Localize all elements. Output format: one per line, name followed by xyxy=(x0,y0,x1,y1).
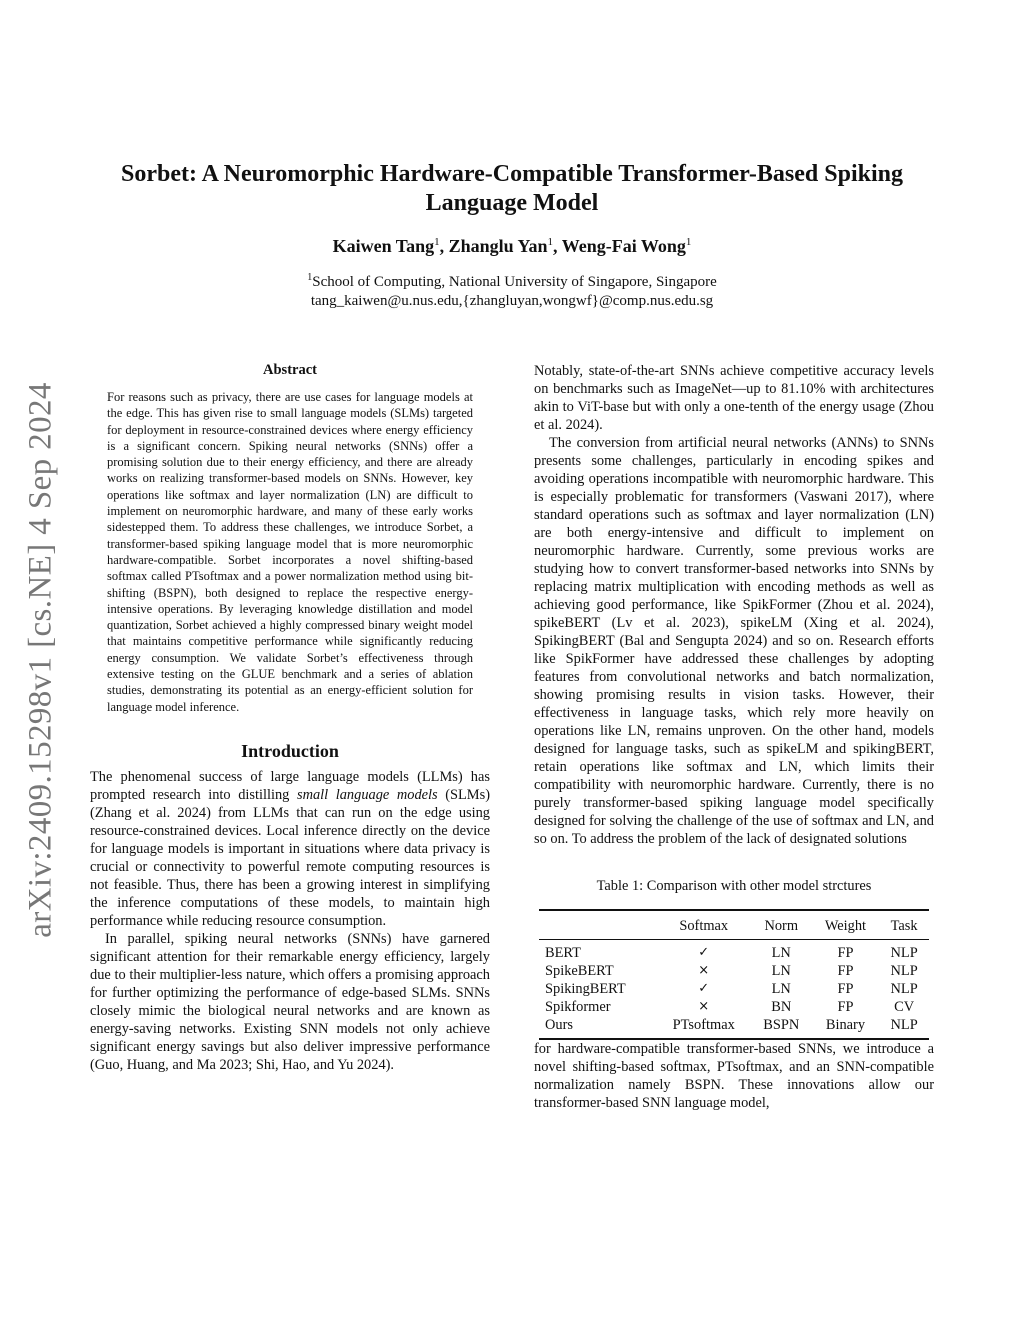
author-list: Kaiwen Tang$^1$, Zhanglu Yan$^1$, Weng-Fai Wong$^1$ xyxy=(332,236,692,256)
introduction-heading: Introduction xyxy=(241,740,339,761)
task-cell: NLP xyxy=(890,981,918,997)
weight-cell: FP xyxy=(837,981,854,997)
table-caption: Table 1: Comparison with other model strctures xyxy=(596,878,872,894)
intro-paragraph-2: In parallel, spiking neural networks (SNNs) have garnered significant attention for their remarkable energy efficiency, largely due to their multiplier-less nature, which offers a promising approach for further optimizing the performance of edge-based SLMs. SNNs closely mimic the biological neural networks and are known as energy-saving networks. Existing SNN models not only achieve significant energy savings but also deliver impressive performance (Guo, Huang, and Ma 2023; Shi, Hao, and Yu 2024). xyxy=(90,930,490,1073)
softmax-cell: × xyxy=(698,999,710,1014)
intro-paragraph-5: for hardware-compatible transformer-based SNNs, we introduce a novel shifting-based softmax, PTsoftmax, and an SNN-compatible normalization namely BSPN. These innovations allow our transformer-based SNN language model, xyxy=(534,1041,934,1111)
norm-cell: LN xyxy=(771,963,791,979)
model-cell: SpikingBERT xyxy=(545,981,626,997)
table-header-row xyxy=(539,910,929,940)
arxiv-stamp xyxy=(10,360,72,960)
header-cell: Weight xyxy=(812,910,880,940)
comparison-table xyxy=(539,909,929,1040)
author-emails: tang_kaiwen@u.nus.edu,{zhangluyan,wongwf}@comp.nus.edu.sg xyxy=(310,293,714,309)
model-cell: BERT xyxy=(545,945,581,961)
softmax-cell: PTsoftmax xyxy=(657,1016,751,1039)
weight-cell: FP xyxy=(837,963,854,979)
table-row xyxy=(539,980,929,998)
task-cell: NLP xyxy=(890,963,918,979)
author-name: Zhanglu Yan xyxy=(448,236,548,256)
norm-cell: BSPN xyxy=(751,1016,812,1039)
table-row xyxy=(539,940,929,963)
header-cell: Task xyxy=(879,910,929,940)
weight-cell: FP xyxy=(837,999,854,1015)
header-cell: Norm xyxy=(751,910,812,940)
table-row xyxy=(539,962,929,980)
header-cell: Softmax xyxy=(657,910,751,940)
softmax-cell: ✓ xyxy=(698,945,710,960)
abstract-heading: Abstract xyxy=(263,362,317,378)
right-column xyxy=(534,362,934,1112)
title-line-2: Language Model xyxy=(425,190,599,216)
model-cell: SpikeBERT xyxy=(545,963,614,979)
arxiv-identifier: arXiv:2409.15298v1 [cs.NE] 4 Sep 2024 xyxy=(22,382,59,938)
softmax-cell: ✓ xyxy=(698,981,710,996)
norm-cell: BN xyxy=(771,999,792,1015)
intro-paragraph-4: The conversion from artificial neural networks (ANNs) to SNNs presents some challenges, particularly in encoding spikes and avoiding operations incompatible with neuromorphic hardware. This is especially problematic for transformers (Vaswani 2017), where standard operations such as softmax and layer normalization (LN) are both energy-intensive and difficult to implement on neuromorphic hardware. Currently, some previous works are studying how to convert transformer-based networks into SNNs by replacing matrix multiplication with encoding methods as well as achieving good performance, like SpikFormer (Zhou et al. 2024), spikeBERT (Lv et al. 2023), spikeLM (Xing et al. 2024), SpikingBERT (Bal and Sengupta 2024) and so on. Research efforts like SpikFormer have addressed these challenges by adopting features from convolutional networks and batch normalization, showing promising results in vision tasks. However, their effectiveness in language tasks, which rely more heavily on operations like LN, remains unproven. On the other hand, models designed for language tasks, such as spikeLM and spikingBERT, retain operations like softmax and LN, which limits their compatibility with neuromorphic hardware. Currently, there is no purely transformer-based spiking language model specifically designed for solving the challenge of the use of softmax and LN, and so on. To address the problem of the lack of designated solutions xyxy=(534,435,934,847)
norm-cell: LN xyxy=(771,981,791,997)
model-cell: Spikformer xyxy=(545,999,611,1015)
author-name: Kaiwen Tang xyxy=(332,236,435,256)
title-line-1: Sorbet: A Neuromorphic Hardware-Compatible Transformer-Based Spiking xyxy=(121,161,903,187)
weight-cell: Binary xyxy=(812,1016,880,1039)
header-cell xyxy=(539,910,657,940)
paper-title xyxy=(100,160,924,218)
model-cell: Ours xyxy=(539,1016,657,1039)
norm-cell: LN xyxy=(771,945,791,961)
task-cell: NLP xyxy=(879,1016,929,1039)
softmax-cell: × xyxy=(698,963,710,978)
intro-paragraph-3: Notably, state-of-the-art SNNs achieve competitive accuracy levels on benchmarks such as ImageNet—up to 81.10% with architectures akin to ViT-base but with only a one-tenth of the energy usage (Zhou et al. 2024). xyxy=(534,363,934,433)
abstract-text: For reasons such as privacy, there are use cases for language models at the edge. This has given rise to small language models (SLMs) targeted for deployment in resource-constrained devices where energy efficiency is a significant concern. Spiking neural networks (SNNs) offer a promising solution due to their energy efficiency, and there are already works on realizing transformer-based models on SNNs. However, key operations like softmax and layer normalization (LN) are difficult to implement on neuromorphic hardware, and many of these early works sidestepped them. To address these challenges, we introduce Sorbet, a transformer-based spiking language model that is more neuromorphic hardware-compatible. Sorbet incorporates a novel shifting-based softmax called PTsoftmax and a power normalization method using bit-shifting (BSPN), both designed to replace the respective energy-intensive operations. By leveraging knowledge distillation and model quantization, Sorbet achieved a highly compressed binary weight model that maintains competitive performance while significantly reducing energy consumption. We validate Sorbet’s effectiveness through extensive testing on the GLUE benchmark and a series of ablation studies, demonstrating its potential as an energy-efficient solution for language model inference. xyxy=(107,390,473,714)
task-cell: NLP xyxy=(890,945,918,961)
institution: School of Computing, National University of Singapore, Singapore xyxy=(312,274,717,290)
weight-cell: FP xyxy=(837,945,854,961)
task-cell: CV xyxy=(894,999,915,1015)
author-name: Weng-Fai Wong xyxy=(561,236,686,256)
table-row xyxy=(539,1016,929,1039)
table-row xyxy=(539,998,929,1016)
affiliation: $^1$School of Computing, National University of Singapore, Singapore tang_kaiwen@u.nus.edu,{zhangluyan,wongwf}@comp.nus.edu.sg xyxy=(100,268,924,311)
intro-paragraph-1: The phenomenal success of large language models (LLMs) has prompted research into distilling small language models (SLMs) (Zhang et al. 2024) from LLMs that can run on the edge using resource-constrained devices. Local inference directly on the device for language models is important in situations where data privacy is crucial or connectivity to powerful remote computing resources is not feasible. Thus, there has been a growing interest in simplifying the inference computations of these models, to maintain high performance while reducing resource consumption. xyxy=(90,768,490,929)
left-column xyxy=(90,362,490,1074)
